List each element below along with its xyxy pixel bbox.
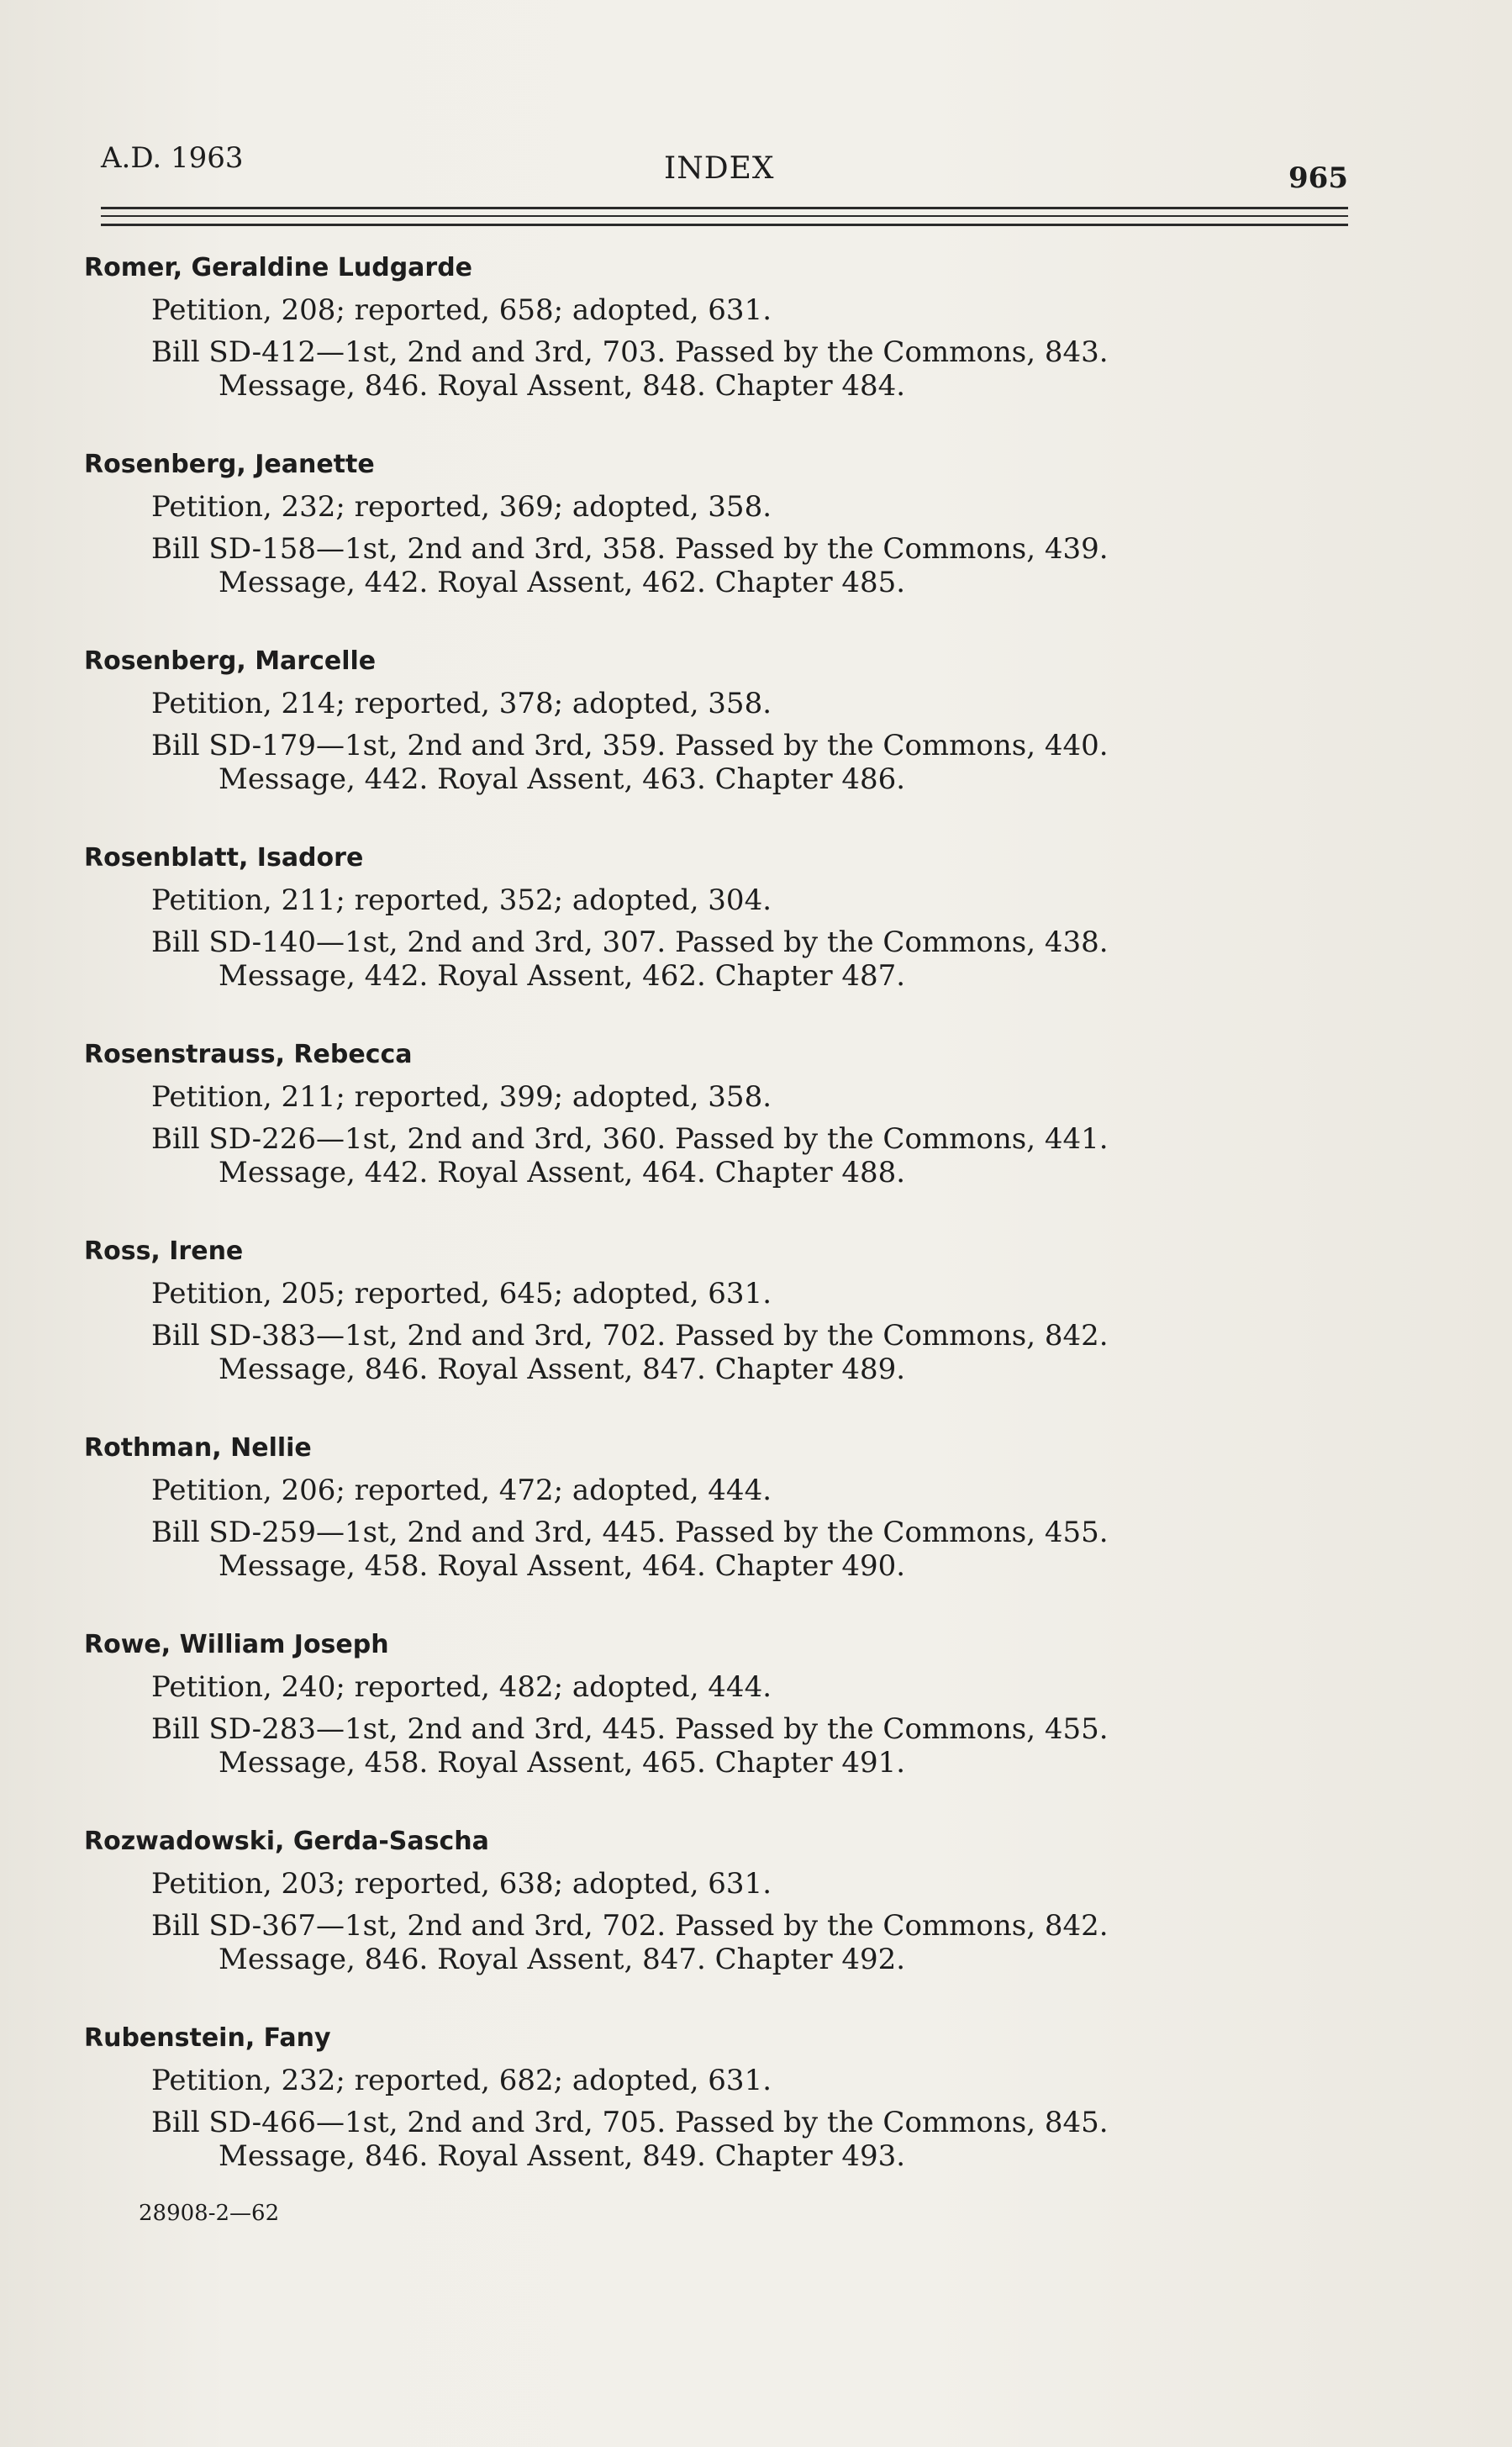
entry-bill: Bill SD-412—1st, 2nd and 3rd, 703. Passed by the Commons, 843. [151,335,1109,369]
index-entry [84,1234,1362,1431]
header-year: A.D. 1963 [101,141,244,175]
entry-message: Message, 442. Royal Assent, 462. Chapter 485. [219,566,906,599]
header-rule-middle [101,215,1348,217]
index-entry [84,2021,1362,2218]
entry-name: Romer, Geraldine Ludgarde [84,253,473,282]
entry-petition: Petition, 240; reported, 482; adopted, 444. [151,1670,772,1704]
entry-name: Rosenberg, Jeanette [84,450,375,479]
entry-petition: Petition, 208; reported, 658; adopted, 631. [151,293,772,327]
entry-message: Message, 846. Royal Assent, 848. Chapter 484. [219,369,906,403]
index-entries [84,251,1362,2218]
entry-name: Ross, Irene [84,1237,244,1266]
entry-bill: Bill SD-226—1st, 2nd and 3rd, 360. Passed by the Commons, 441. [151,1122,1109,1156]
entry-petition: Petition, 232; reported, 369; adopted, 358. [151,490,772,524]
entry-message: Message, 846. Royal Assent, 847. Chapter 489. [219,1353,906,1386]
entry-name: Rubenstein, Fany [84,2023,331,2053]
index-entry [84,1037,1362,1234]
entry-bill: Bill SD-158—1st, 2nd and 3rd, 358. Passed by the Commons, 439. [151,532,1109,566]
entry-petition: Petition, 203; reported, 638; adopted, 631. [151,1867,772,1901]
entry-bill: Bill SD-179—1st, 2nd and 3rd, 359. Passed by the Commons, 440. [151,729,1109,762]
index-entry [84,841,1362,1037]
entry-name: Rosenstrauss, Rebecca [84,1040,413,1069]
entry-message: Message, 458. Royal Assent, 464. Chapter 490. [219,1549,906,1583]
index-entry [84,251,1362,447]
entry-bill: Bill SD-367—1st, 2nd and 3rd, 702. Passed by the Commons, 842. [151,1909,1109,1943]
entry-petition: Petition, 211; reported, 399; adopted, 358. [151,1080,772,1114]
entry-message: Message, 442. Royal Assent, 464. Chapter 488. [219,1156,906,1189]
page-header [101,134,1348,219]
entry-name: Rosenberg, Marcelle [84,646,377,676]
entry-petition: Petition, 205; reported, 645; adopted, 631. [151,1277,772,1311]
header-rule-bottom [101,224,1348,226]
header-title: INDEX [664,151,775,186]
index-entry [84,1431,1362,1627]
entry-bill: Bill SD-466—1st, 2nd and 3rd, 705. Passed by the Commons, 845. [151,2106,1109,2139]
entry-bill: Bill SD-383—1st, 2nd and 3rd, 702. Passed by the Commons, 842. [151,1319,1109,1353]
header-rule-top [101,207,1348,209]
index-entry [84,1627,1362,1824]
entry-bill: Bill SD-283—1st, 2nd and 3rd, 445. Passed by the Commons, 455. [151,1712,1109,1746]
entry-petition: Petition, 214; reported, 378; adopted, 358. [151,687,772,720]
entry-name: Rowe, William Joseph [84,1630,389,1659]
entry-petition: Petition, 206; reported, 472; adopted, 444. [151,1474,772,1507]
printer-code: 28908-2—62 [139,2201,280,2226]
entry-bill: Bill SD-259—1st, 2nd and 3rd, 445. Passed by the Commons, 455. [151,1516,1109,1549]
entry-message: Message, 442. Royal Assent, 463. Chapter 486. [219,762,906,796]
entry-name: Rosenblatt, Isadore [84,843,364,873]
entry-bill: Bill SD-140—1st, 2nd and 3rd, 307. Passed by the Commons, 438. [151,926,1109,959]
index-entry [84,644,1362,841]
entry-message: Message, 458. Royal Assent, 465. Chapter 491. [219,1746,906,1780]
page-number: 965 [1288,161,1348,195]
entry-message: Message, 846. Royal Assent, 849. Chapter 493. [219,2139,906,2173]
entry-petition: Petition, 232; reported, 682; adopted, 631. [151,2064,772,2097]
entry-message: Message, 846. Royal Assent, 847. Chapter 492. [219,1943,906,1976]
entry-name: Rothman, Nellie [84,1433,312,1463]
entry-petition: Petition, 211; reported, 352; adopted, 304. [151,883,772,917]
index-entry [84,1824,1362,2021]
entry-name: Rozwadowski, Gerda-Sascha [84,1827,489,1856]
index-entry [84,447,1362,644]
entry-message: Message, 442. Royal Assent, 462. Chapter 487. [219,959,906,993]
